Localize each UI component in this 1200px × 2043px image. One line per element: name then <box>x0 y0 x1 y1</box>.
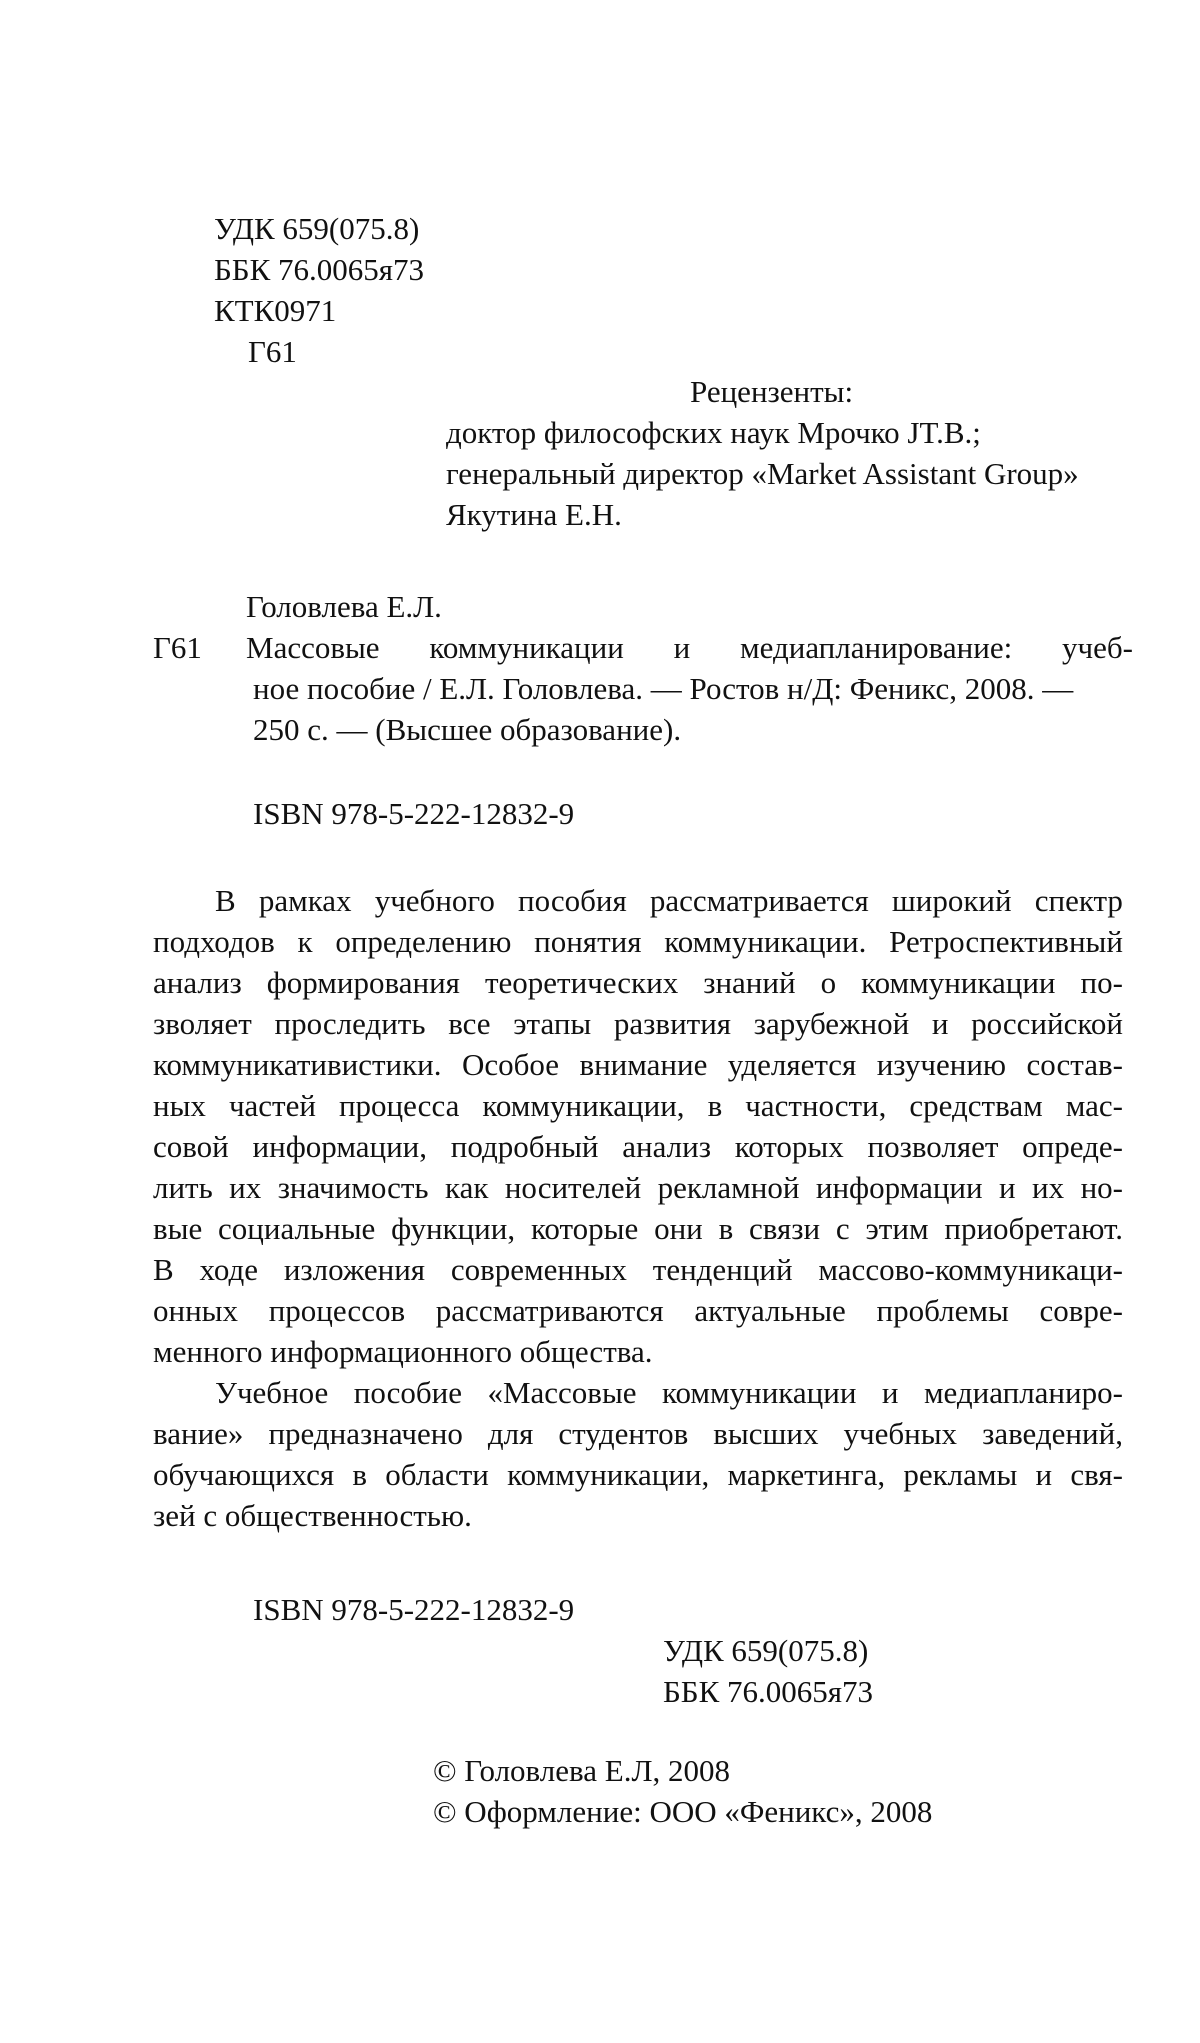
abstract-word: внимание <box>579 1047 708 1082</box>
abstract-word: рамках <box>258 883 352 918</box>
abstract-word: тенденций <box>652 1252 793 1287</box>
abstract-word: к <box>297 924 313 959</box>
bibliography-line: 250 с. — (Высшее образование). <box>253 712 682 747</box>
abstract-line <box>153 1413 1123 1454</box>
abstract-word: информации, <box>252 1129 428 1164</box>
reviewers-list <box>446 412 1079 535</box>
abstract-word: и <box>999 1170 1016 1205</box>
abstract-word: анализ <box>153 965 242 1000</box>
abstract-word: современных <box>450 1252 627 1287</box>
abstract-word: в <box>707 1088 723 1123</box>
author-mark: Г61 <box>248 334 297 369</box>
abstract-line <box>153 921 1123 962</box>
abstract-word: совой <box>153 1129 229 1164</box>
abstract-word: в <box>718 1211 734 1246</box>
abstract-word: вание» <box>153 1416 244 1451</box>
abstract-word: проблемы <box>876 1293 1009 1328</box>
abstract-word: коммуникации. <box>664 924 867 959</box>
abstract-line <box>153 1290 1123 1331</box>
abstract-word: коммуникации, <box>482 1088 685 1123</box>
udk-code: УДК 659(075.8) <box>214 211 420 246</box>
bibliography-author: Головлева Е.Л. <box>246 589 442 624</box>
abstract-word: о <box>820 965 837 1000</box>
abstract-word: обучающихся <box>153 1457 335 1492</box>
abstract-line <box>153 1454 1123 1495</box>
abstract-word: этапы <box>513 1006 592 1041</box>
abstract-word: и <box>931 1006 949 1041</box>
reviewer-line: доктор философских наук Мрочко JT.B.; <box>446 415 981 450</box>
footer-isbn: ISBN 978-5-222-12832-9 <box>253 1592 575 1627</box>
abstract-word: процессов <box>268 1293 406 1328</box>
abstract-word: формирования <box>266 965 460 1000</box>
abstract-word: как <box>444 1170 489 1205</box>
abstract-word: информации <box>815 1170 983 1205</box>
copyright <box>433 1750 932 1832</box>
abstract-word: коммуникации, <box>507 1457 710 1492</box>
abstract-word: но- <box>1080 1170 1123 1205</box>
abstract-line <box>153 1044 1123 1085</box>
bibliography-line: ное пособие / Е.Л. Головлева. — Ростов н/Д: Феникс, 2008. — <box>253 671 1074 706</box>
abstract-word: они <box>654 1211 703 1246</box>
isbn: ISBN 978-5-222-12832-9 <box>253 796 575 831</box>
abstract-word: широкий <box>891 883 1012 918</box>
abstract-word: функции, <box>391 1211 516 1246</box>
abstract-word: зарубежной <box>753 1006 910 1041</box>
abstract-word: области <box>385 1457 489 1492</box>
abstract-word: для <box>487 1416 534 1451</box>
abstract-line <box>153 1208 1123 1249</box>
abstract-word: рассматривается <box>649 883 869 918</box>
abstract-word: свя- <box>1070 1457 1123 1492</box>
reviewers-title: Рецензенты: <box>690 374 854 409</box>
abstract-word: Особое <box>461 1047 560 1082</box>
abstract-word: и <box>881 1375 899 1410</box>
abstract-word: по- <box>1080 965 1123 1000</box>
abstract-word: массово-коммуникаци- <box>818 1252 1123 1287</box>
bbk-code: ББК 76.0065я73 <box>214 252 425 287</box>
abstract-word: социальные <box>218 1211 376 1246</box>
abstract-word: В <box>215 883 236 918</box>
abstract-word: мас- <box>1065 1088 1123 1123</box>
abstract-word: онных <box>153 1293 239 1328</box>
abstract-word: частности, <box>745 1088 887 1123</box>
abstract-word: с <box>835 1211 850 1246</box>
abstract <box>153 880 1123 1536</box>
reviewer-line: генеральный директор «Market Assistant Group» <box>446 456 1079 491</box>
abstract-line <box>153 1126 1123 1167</box>
abstract-word: опреде- <box>1022 1129 1123 1164</box>
abstract-line <box>153 962 1123 1003</box>
abstract-word: пособия <box>518 883 627 918</box>
abstract-word: вые <box>153 1211 203 1246</box>
abstract-word: рассматриваются <box>435 1293 664 1328</box>
abstract-word: подходов <box>153 924 275 959</box>
abstract-word: учебных <box>843 1416 958 1451</box>
abstract-word: заведений, <box>982 1416 1123 1451</box>
abstract-word: коммуникации <box>662 1375 857 1410</box>
bibliographic-description <box>153 627 1133 750</box>
bibliography-word: коммуникации <box>429 630 624 665</box>
abstract-line: зей с общественностью. <box>153 1498 472 1533</box>
abstract-word: Ретроспективный <box>889 924 1123 959</box>
footer-udk-code: УДК 659(075.8) <box>663 1633 869 1668</box>
bibliography-word: и <box>673 630 691 665</box>
abstract-word: изложения <box>283 1252 426 1287</box>
abstract-line <box>153 1003 1123 1044</box>
abstract-word: медиапланиро- <box>923 1375 1123 1410</box>
abstract-word: анализ <box>622 1129 711 1164</box>
abstract-word: связи <box>749 1211 821 1246</box>
abstract-word: предназначено <box>268 1416 463 1451</box>
abstract-line <box>153 1085 1123 1126</box>
abstract-word: знаний <box>703 965 796 1000</box>
abstract-word: пособие <box>353 1375 463 1410</box>
abstract-line <box>153 1372 1123 1413</box>
abstract-word: определению <box>335 924 512 959</box>
abstract-word: частей <box>228 1088 316 1123</box>
abstract-word: подробный <box>450 1129 599 1164</box>
abstract-word: В <box>153 1252 174 1287</box>
abstract-word: все <box>448 1006 491 1041</box>
footer-bbk-code: ББК 76.0065я73 <box>663 1674 874 1709</box>
abstract-word: совре- <box>1039 1293 1123 1328</box>
abstract-word: изучению <box>876 1047 1007 1082</box>
abstract-word: теоретических <box>484 965 679 1000</box>
abstract-word: рекламной <box>657 1170 800 1205</box>
abstract-word: носителей <box>504 1170 642 1205</box>
abstract-word: учебного <box>374 883 495 918</box>
abstract-word: коммуникации <box>861 965 1056 1000</box>
bibliography-mark: Г61 <box>153 630 202 665</box>
abstract-word: понятия <box>534 924 642 959</box>
abstract-word: коммуникативистики. <box>153 1047 442 1082</box>
abstract-word: позволяет <box>867 1129 999 1164</box>
copyright-design: © Оформление: ООО «Феникс», 2008 <box>433 1794 933 1829</box>
classification-codes <box>214 208 424 372</box>
abstract-word: рекламы <box>903 1457 1018 1492</box>
abstract-word: процесса <box>338 1088 460 1123</box>
abstract-word: зволяет <box>153 1006 252 1041</box>
bibliography-line <box>153 627 1133 668</box>
abstract-word: уделяется <box>727 1047 857 1082</box>
bibliography-word: Массовые <box>246 630 380 665</box>
abstract-word: лить <box>153 1170 213 1205</box>
abstract-word: которых <box>734 1129 844 1164</box>
abstract-word: этим <box>865 1211 929 1246</box>
abstract-word: и <box>1035 1457 1053 1492</box>
abstract-word: их <box>1032 1170 1065 1205</box>
abstract-line: менного информационного общества. <box>153 1334 653 1369</box>
copyright-author: © Головлева Е.Л, 2008 <box>433 1753 730 1788</box>
abstract-word: маркетинга, <box>727 1457 886 1492</box>
abstract-word: значимость <box>277 1170 429 1205</box>
abstract-word: актуальные <box>694 1293 846 1328</box>
abstract-line <box>153 1249 1123 1290</box>
footer-classification-codes <box>663 1630 873 1712</box>
abstract-line <box>153 1167 1123 1208</box>
abstract-word: их <box>229 1170 262 1205</box>
abstract-word: студентов <box>558 1416 689 1451</box>
abstract-word: Учебное <box>215 1375 329 1410</box>
ktk-code: КТК0971 <box>214 293 337 328</box>
abstract-word: средствам <box>909 1088 1043 1123</box>
abstract-word: развития <box>613 1006 732 1041</box>
abstract-word: состав- <box>1026 1047 1123 1082</box>
bibliography-word: медиапланирование: <box>740 630 1013 665</box>
abstract-line <box>153 880 1123 921</box>
abstract-word: приобретают. <box>944 1211 1123 1246</box>
abstract-word: российской <box>971 1006 1123 1041</box>
abstract-word: высших <box>713 1416 819 1451</box>
abstract-word: в <box>352 1457 368 1492</box>
reviewer-line: Якутина Е.Н. <box>446 497 622 532</box>
abstract-word: спектр <box>1034 883 1123 918</box>
abstract-word: ходе <box>199 1252 258 1287</box>
abstract-word: которые <box>530 1211 639 1246</box>
bibliography-word: учеб- <box>1062 630 1133 665</box>
abstract-word: ных <box>153 1088 206 1123</box>
abstract-word: «Массовые <box>487 1375 637 1410</box>
abstract-word: проследить <box>274 1006 426 1041</box>
